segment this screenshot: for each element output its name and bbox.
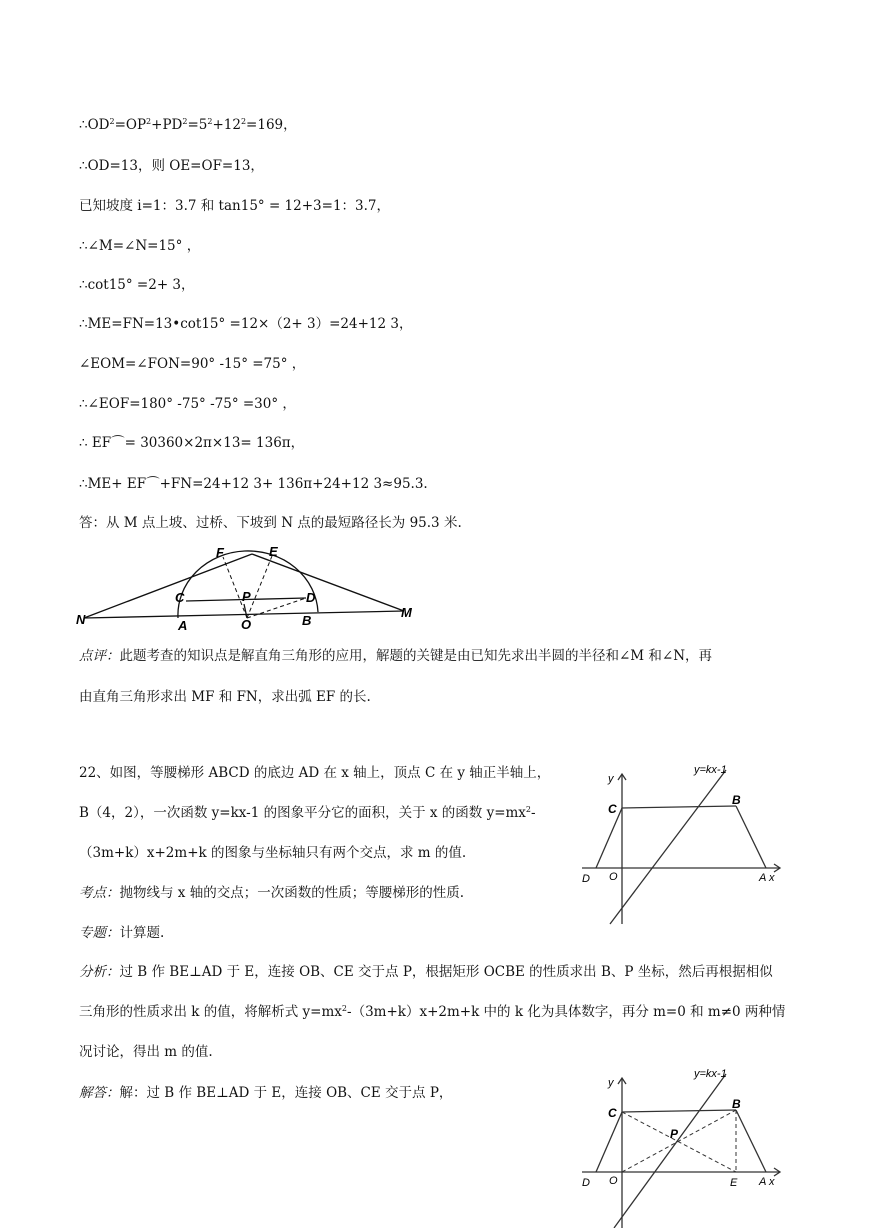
label-C: C (175, 590, 185, 605)
label-B: B (302, 613, 312, 628)
fenxi-line-1: 分析：过 B 作 BE⊥AD 于 E，连接 OB、CE 交于点 P，根据矩形 OCBE 的性质求出 B、P 坐标，然后再根据相似 (79, 964, 773, 980)
label-A: A (178, 618, 188, 632)
bridge-figure (70, 540, 430, 632)
label-F: F (216, 545, 224, 560)
fig3-C-label: C (608, 1106, 617, 1120)
solution-line-6: ∴ME=FN=13•cot15° =12×（2+ 3）=24+12 3， (79, 316, 413, 332)
fig2-Ax-label: A x (759, 872, 775, 884)
trapezoid-figure (576, 758, 786, 930)
label-D: D (306, 590, 316, 605)
kaodian-label: 考点： (79, 885, 120, 901)
label-N: N (76, 612, 86, 627)
fig3-E-label: E (730, 1177, 738, 1189)
trapezoid-rectangle-figure (576, 1062, 786, 1228)
fig2-y-label: y (608, 773, 614, 785)
solution-line-2: ∴OD=13，则 OE=OF=13， (79, 158, 264, 174)
comment-line-2: 由直角三角形求出 MF 和 FN，求出弧 EF 的长. (79, 689, 371, 705)
solution-line-8: ∴∠EOF=180° -75° -75° =30° ， (79, 396, 296, 412)
solution-line-9: ∴ EF⌒= 30360×2π×13= 136π， (79, 435, 305, 451)
fig2-O-label: O (609, 871, 618, 883)
fig2-func-label: y=kx-1 (694, 764, 727, 776)
comment-label: 点评： (79, 648, 120, 664)
kaodian-line: 考点：抛物线与 x 轴的交点；一次函数的性质；等腰梯形的性质. (79, 885, 464, 901)
fig3-D-label: D (582, 1177, 590, 1189)
solution-line-7: ∠EOM=∠FON=90° -15° =75° ， (79, 356, 306, 372)
jieda-line: 解答：解：过 B 作 BE⊥AD 于 E，连接 OB、CE 交于点 P， (79, 1085, 453, 1101)
fig3-func-label: y=kx-1 (694, 1068, 727, 1080)
fig2-D-label: D (582, 873, 590, 885)
answer-line: 答：从 M 点上坡、过桥、下坡到 N 点的最短路径长为 95.3 米. (79, 515, 462, 531)
solution-line-5: ∴cot15° =2+ 3， (79, 277, 195, 293)
fig3-y-label: y (608, 1077, 614, 1089)
fig3-B-label: B (732, 1097, 741, 1111)
fig2-C-label: C (608, 802, 617, 816)
solution-line-3: 已知坡度 i=1：3.7 和 tan15° = 12+3=1：3.7， (79, 198, 391, 214)
fig3-P-label: P (670, 1127, 679, 1141)
comment-line-1: 点评：此题考查的知识点是解直角三角形的应用，解题的关键是由已知先求出半圆的半径和∠M 和∠N，再 (79, 648, 713, 664)
label-M: M (401, 605, 412, 620)
jieda-label: 解答： (79, 1085, 120, 1101)
label-E: E (269, 544, 278, 559)
q22-line-3: （3m+k）x+2m+k 的图象与坐标轴只有两个交点，求 m 的值. (79, 845, 467, 861)
label-P: P (242, 589, 251, 604)
solution-line-10: ∴ME+ EF⌒+FN=24+12 3+ 136π+24+12 3≈95.3. (79, 476, 428, 492)
fig3-Ax-label: A x (759, 1176, 775, 1188)
fig3-O-label: O (609, 1175, 618, 1187)
label-O: O (241, 617, 252, 632)
solution-line-1: $\therefore OD^2=OP^2+PD^2=5^2+12^2=169$， (79, 117, 297, 133)
fenxi-line-3: 况讨论，得出 m 的值. (79, 1044, 213, 1060)
solution-line-4: ∴∠M=∠N=15° ， (79, 238, 201, 254)
fig2-B-label: B (732, 793, 741, 807)
fenxi-label: 分析： (79, 964, 120, 980)
q22-line-2: B（4，2），一次函数 y=kx-1 的图象平分它的面积，关于 x 的函数 $y=mx^2-$ (79, 805, 536, 821)
zhuanti-label: 专题： (79, 925, 120, 941)
zhuanti-line: 专题：计算题. (79, 925, 165, 941)
q22-line-1: 22、如图，等腰梯形 ABCD 的底边 AD 在 x 轴上，顶点 C 在 y 轴正半轴上， (79, 765, 551, 781)
fenxi-line-2: 三角形的性质求出 k 的值，将解析式 $y=mx^2-(3m+k)x+2m+k$ 中的 k 化为具体数字，再分 m=0 和 m≠0 两种情 (79, 1004, 786, 1020)
